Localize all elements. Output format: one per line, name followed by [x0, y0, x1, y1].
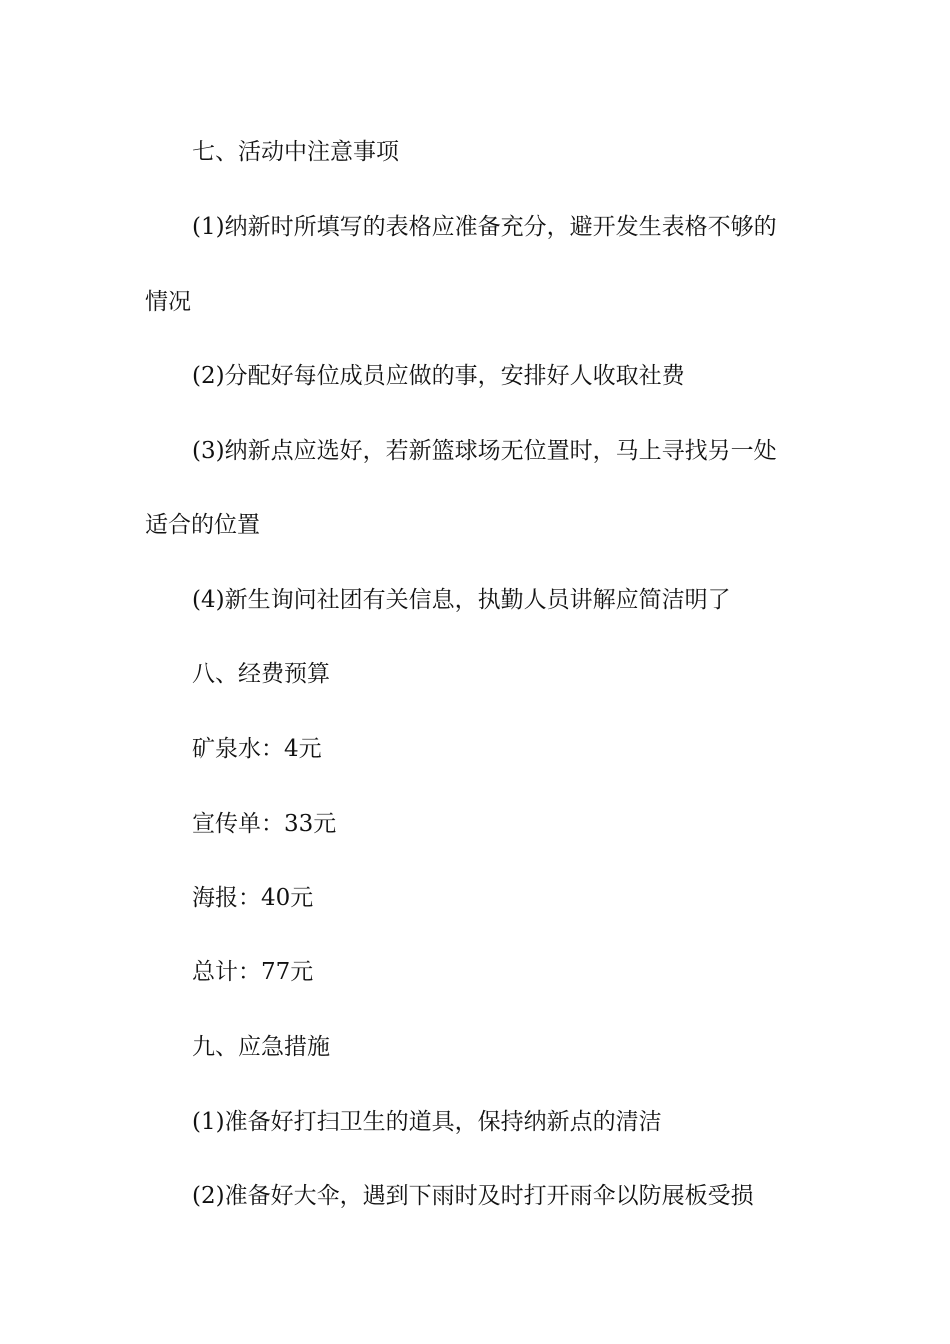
paragraph-line: (3)纳新点应选好，若新篮球场无位置时，马上寻找另一处: [192, 438, 777, 464]
paragraph-line: (2)分配好每位成员应做的事，安排好人收取社费: [192, 363, 685, 389]
paragraph-line: (1)纳新时所填写的表格应准备充分，避开发生表格不够的: [192, 214, 777, 240]
budget-item: 宣传单：33元: [192, 811, 337, 837]
section-heading-emergency: 九、应急措施: [192, 1034, 330, 1060]
budget-item: 矿泉水：4元: [192, 736, 322, 762]
section-heading-budget: 八、经费预算: [192, 661, 330, 687]
section-heading-precautions: 七、活动中注意事项: [192, 139, 399, 165]
paragraph-line: (2)准备好大伞，遇到下雨时及时打开雨伞以防展板受损: [192, 1183, 754, 1209]
paragraph-line: (1)准备好打扫卫生的道具，保持纳新点的清洁: [192, 1109, 662, 1135]
budget-item: 海报：40元: [192, 885, 314, 911]
paragraph-line: 情况: [145, 289, 191, 315]
budget-total: 总计：77元: [192, 959, 314, 985]
paragraph-line: (4)新生询问社团有关信息，执勤人员讲解应简洁明了: [192, 587, 731, 613]
paragraph-line: 适合的位置: [145, 512, 260, 538]
